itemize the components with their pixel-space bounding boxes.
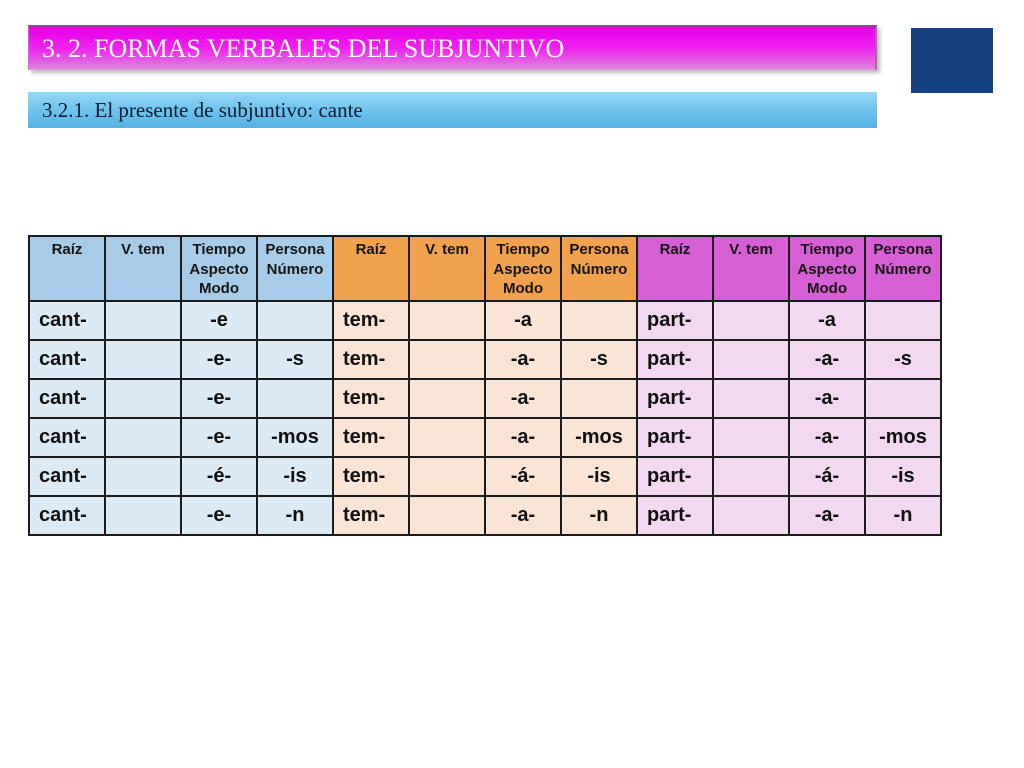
table-cell-r3-c3: -e- bbox=[181, 379, 257, 418]
table-cell-r1-c1: cant- bbox=[29, 301, 105, 340]
header-cell-g3-c4: Persona Número bbox=[865, 236, 941, 301]
table-cell-r6-c7: -a- bbox=[485, 496, 561, 535]
subtitle-text: 3.2.1. El presente de subjuntivo: cante bbox=[42, 97, 363, 122]
table-row-1 bbox=[29, 301, 941, 340]
header-cell-g1-c3: Tiempo Aspecto Modo bbox=[181, 236, 257, 301]
table-cell-r3-c10 bbox=[713, 379, 789, 418]
conjugation-table-head bbox=[29, 236, 941, 301]
header-cell-g2-c3: Tiempo Aspecto Modo bbox=[485, 236, 561, 301]
table-cell-r4-c6 bbox=[409, 418, 485, 457]
table-cell-r2-c9: part- bbox=[637, 340, 713, 379]
table-cell-r6-c10 bbox=[713, 496, 789, 535]
table-cell-r4-c7: -a- bbox=[485, 418, 561, 457]
table-cell-r3-c1: cant- bbox=[29, 379, 105, 418]
table-cell-r3-c12 bbox=[865, 379, 941, 418]
table-cell-r4-c9: part- bbox=[637, 418, 713, 457]
table-cell-r5-c11: -á- bbox=[789, 457, 865, 496]
table-cell-r1-c9: part- bbox=[637, 301, 713, 340]
table-cell-r4-c8: -mos bbox=[561, 418, 637, 457]
header-cell-g3-c3: Tiempo Aspecto Modo bbox=[789, 236, 865, 301]
table-cell-r6-c11: -a- bbox=[789, 496, 865, 535]
table-cell-r1-c8 bbox=[561, 301, 637, 340]
table-cell-r5-c12: -is bbox=[865, 457, 941, 496]
table-cell-r2-c4: -s bbox=[257, 340, 333, 379]
table-cell-r3-c6 bbox=[409, 379, 485, 418]
table-row-4 bbox=[29, 418, 941, 457]
table-cell-r4-c10 bbox=[713, 418, 789, 457]
table-cell-r1-c7: -a bbox=[485, 301, 561, 340]
table-cell-r2-c7: -a- bbox=[485, 340, 561, 379]
table-cell-r2-c12: -s bbox=[865, 340, 941, 379]
table-row-6 bbox=[29, 496, 941, 535]
table-cell-r1-c6 bbox=[409, 301, 485, 340]
table-row-2 bbox=[29, 340, 941, 379]
header-cell-g3-c2: V. tem bbox=[713, 236, 789, 301]
table-cell-r1-c5: tem- bbox=[333, 301, 409, 340]
header-cell-g2-c1: Raíz bbox=[333, 236, 409, 301]
table-cell-r1-c12 bbox=[865, 301, 941, 340]
table-cell-r4-c5: tem- bbox=[333, 418, 409, 457]
table-cell-r6-c9: part- bbox=[637, 496, 713, 535]
table-cell-r4-c4: -mos bbox=[257, 418, 333, 457]
table-cell-r6-c3: -e- bbox=[181, 496, 257, 535]
title-banner bbox=[28, 25, 877, 70]
table-cell-r5-c6 bbox=[409, 457, 485, 496]
table-cell-r5-c1: cant- bbox=[29, 457, 105, 496]
conjugation-table-body bbox=[29, 301, 941, 535]
table-cell-r2-c5: tem- bbox=[333, 340, 409, 379]
table-cell-r5-c2 bbox=[105, 457, 181, 496]
table-cell-r2-c11: -a- bbox=[789, 340, 865, 379]
header-cell-g2-c4: Persona Número bbox=[561, 236, 637, 301]
table-cell-r6-c8: -n bbox=[561, 496, 637, 535]
table-cell-r4-c3: -e- bbox=[181, 418, 257, 457]
table-cell-r1-c11: -a bbox=[789, 301, 865, 340]
table-cell-r4-c1: cant- bbox=[29, 418, 105, 457]
table-cell-r6-c5: tem- bbox=[333, 496, 409, 535]
header-cell-g1-c4: Persona Número bbox=[257, 236, 333, 301]
table-cell-r3-c5: tem- bbox=[333, 379, 409, 418]
table-cell-r1-c3: -e bbox=[181, 301, 257, 340]
table-cell-r1-c10 bbox=[713, 301, 789, 340]
title-text: 3. 2. FORMAS VERBALES DEL SUBJUNTIVO bbox=[42, 33, 565, 63]
table-cell-r5-c7: -á- bbox=[485, 457, 561, 496]
table-cell-r1-c2 bbox=[105, 301, 181, 340]
corner-accent-box bbox=[911, 28, 993, 93]
header-cell-g1-c2: V. tem bbox=[105, 236, 181, 301]
table-cell-r6-c4: -n bbox=[257, 496, 333, 535]
table-row-3 bbox=[29, 379, 941, 418]
table-cell-r5-c10 bbox=[713, 457, 789, 496]
table-cell-r2-c6 bbox=[409, 340, 485, 379]
table-cell-r2-c8: -s bbox=[561, 340, 637, 379]
table-cell-r3-c8 bbox=[561, 379, 637, 418]
table-cell-r5-c4: -is bbox=[257, 457, 333, 496]
table-cell-r4-c2 bbox=[105, 418, 181, 457]
table-cell-r2-c3: -e- bbox=[181, 340, 257, 379]
subtitle-banner bbox=[28, 92, 877, 128]
table-cell-r3-c2 bbox=[105, 379, 181, 418]
table-cell-r1-c4 bbox=[257, 301, 333, 340]
table-cell-r3-c4 bbox=[257, 379, 333, 418]
conjugation-table bbox=[28, 235, 942, 536]
table-cell-r6-c2 bbox=[105, 496, 181, 535]
header-row bbox=[29, 236, 941, 301]
table-cell-r4-c11: -a- bbox=[789, 418, 865, 457]
table-cell-r6-c1: cant- bbox=[29, 496, 105, 535]
table-cell-r3-c9: part- bbox=[637, 379, 713, 418]
table-cell-r5-c8: -is bbox=[561, 457, 637, 496]
table-cell-r3-c11: -a- bbox=[789, 379, 865, 418]
header-cell-g1-c1: Raíz bbox=[29, 236, 105, 301]
table-row-5 bbox=[29, 457, 941, 496]
table-cell-r6-c6 bbox=[409, 496, 485, 535]
table-cell-r6-c12: -n bbox=[865, 496, 941, 535]
table-cell-r2-c10 bbox=[713, 340, 789, 379]
table-cell-r2-c1: cant- bbox=[29, 340, 105, 379]
table-cell-r5-c5: tem- bbox=[333, 457, 409, 496]
table-cell-r2-c2 bbox=[105, 340, 181, 379]
table-cell-r3-c7: -a- bbox=[485, 379, 561, 418]
header-cell-g2-c2: V. tem bbox=[409, 236, 485, 301]
table-cell-r5-c3: -é- bbox=[181, 457, 257, 496]
table-cell-r4-c12: -mos bbox=[865, 418, 941, 457]
header-cell-g3-c1: Raíz bbox=[637, 236, 713, 301]
table-cell-r5-c9: part- bbox=[637, 457, 713, 496]
